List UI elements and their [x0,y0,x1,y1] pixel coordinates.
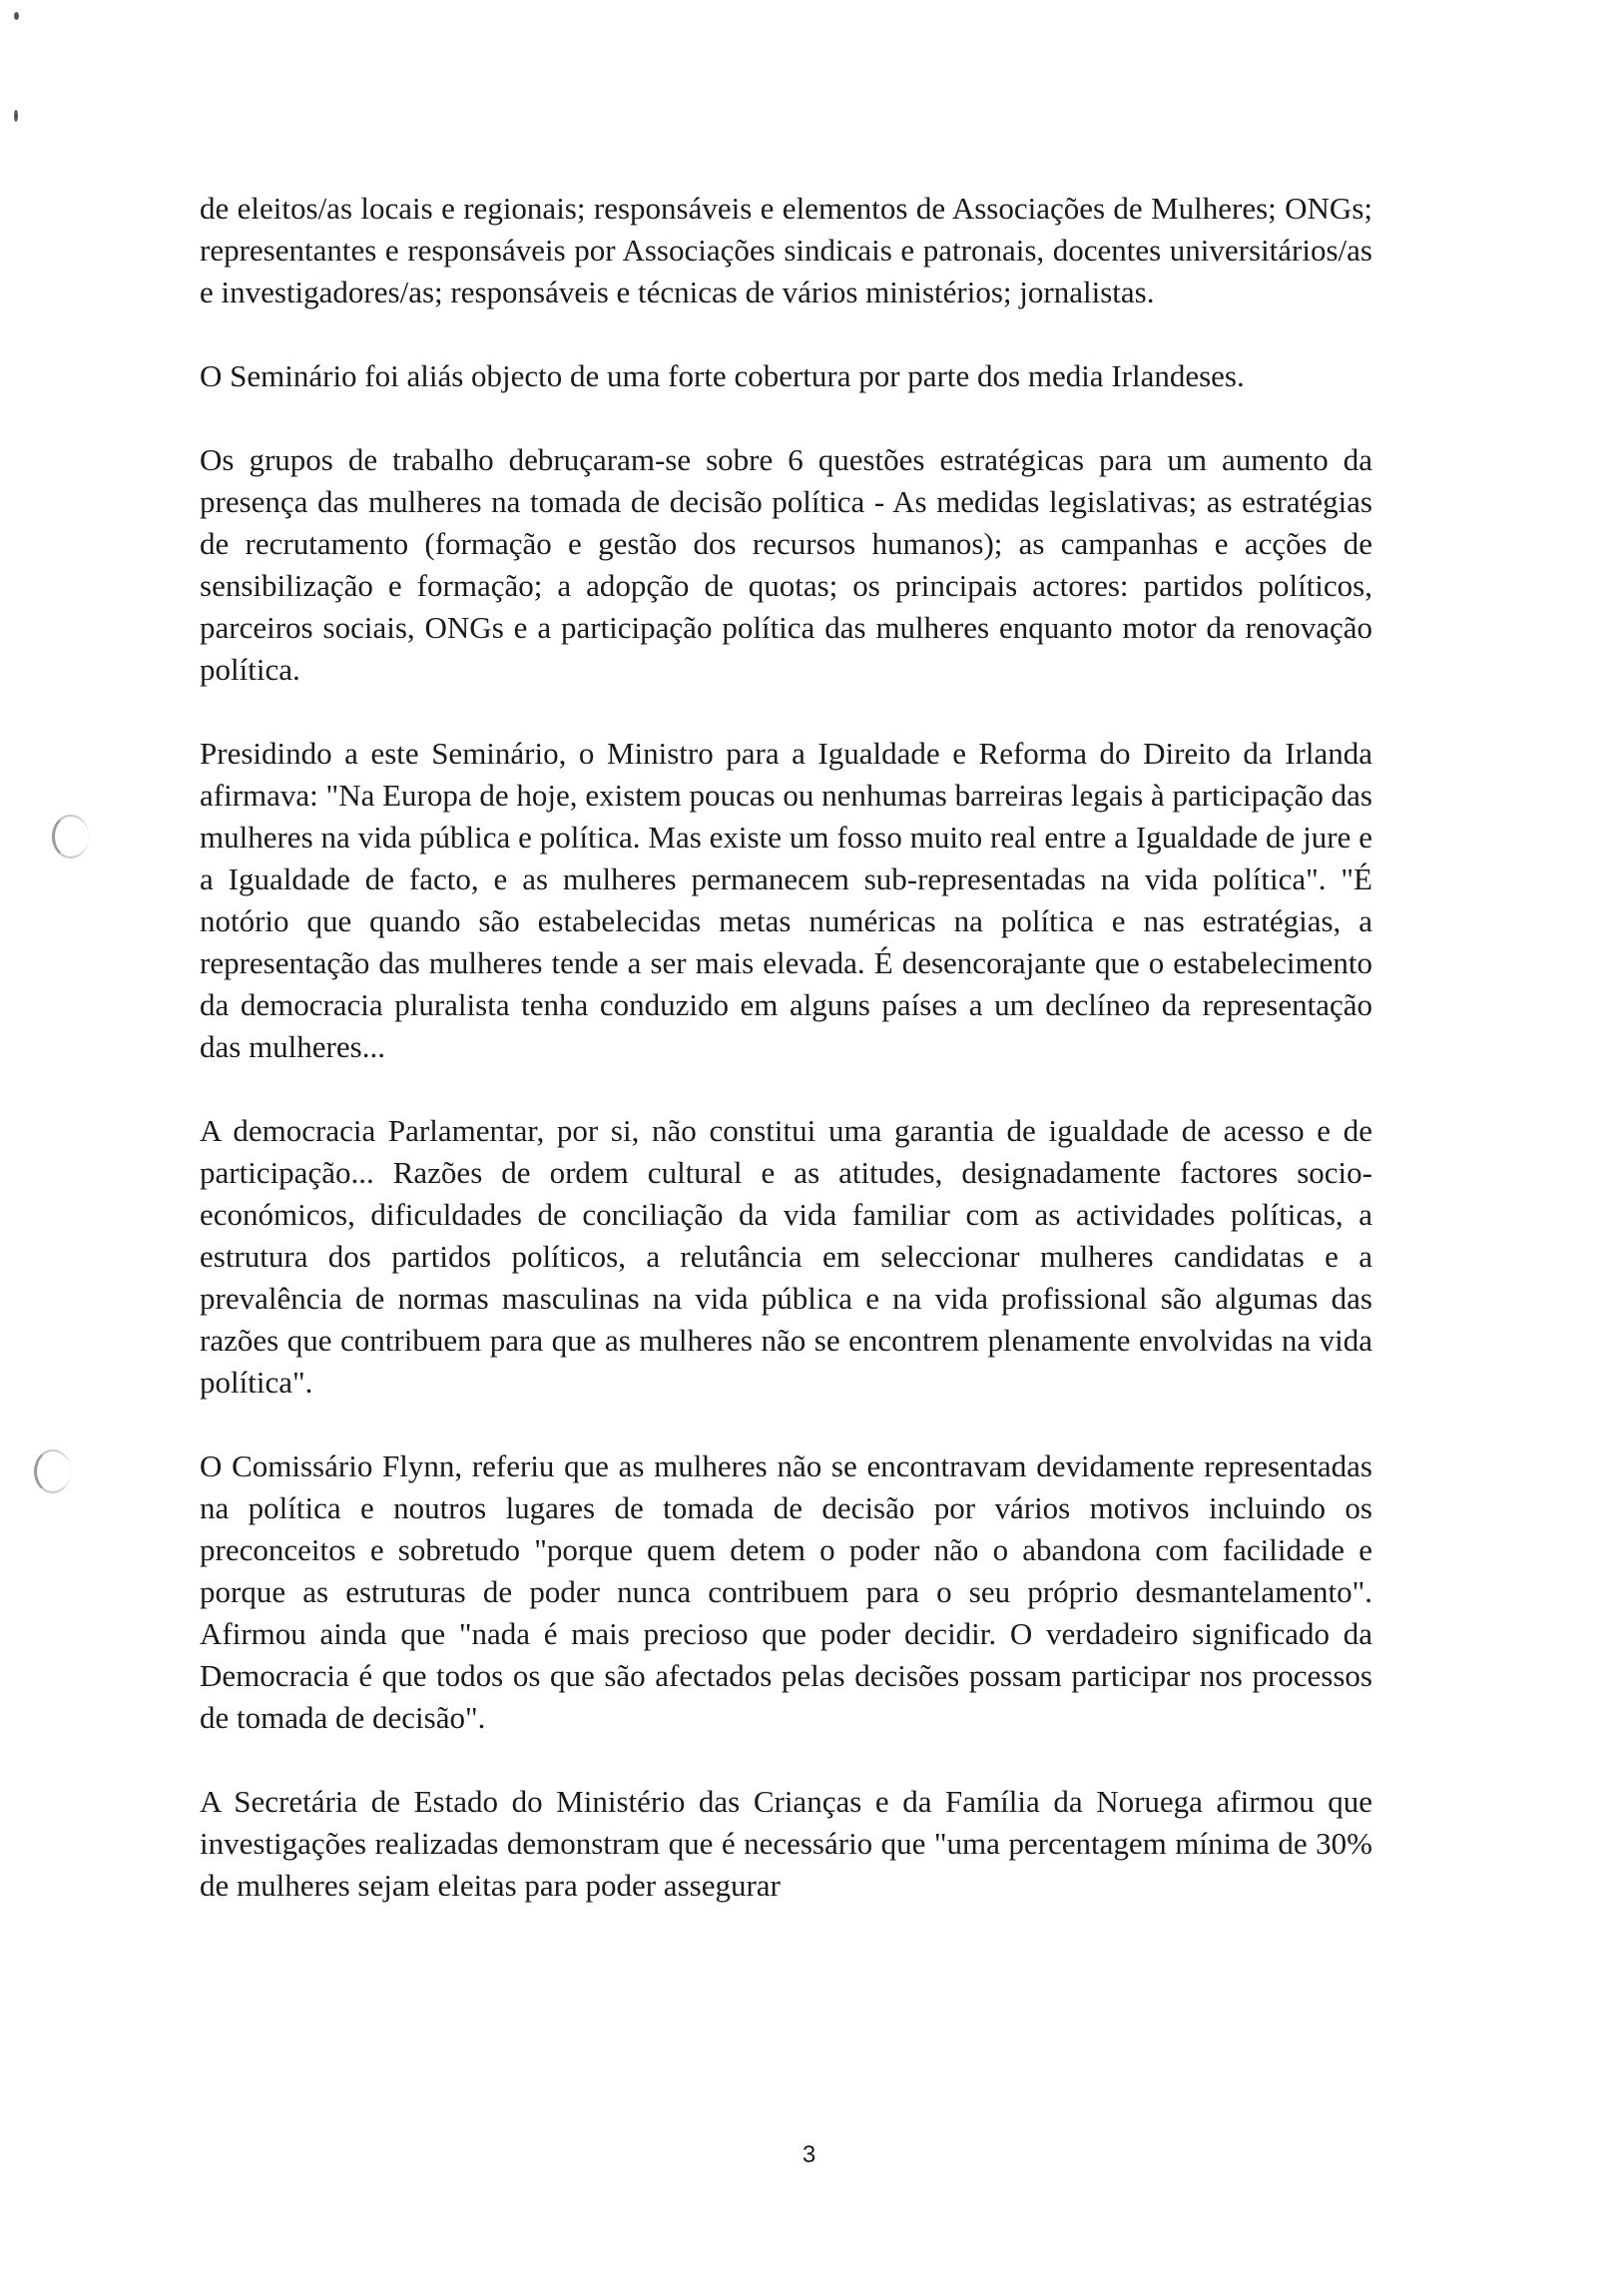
paragraph-3: Os grupos de trabalho debruçaram-se sobre 6 questões estratégicas para um aumento da presença das mulheres na tomada de decisão política - As medidas legislativas; as estratégias de recrutamento (formação e gestão dos recursos humanos); as campanhas e acções de sensibilização e formação; a adopção de quotas; os principais actores: partidos políticos, parceiros sociais, ONGs e a participação política das mulheres enquanto motor da renovação política. [200,442,1372,687]
paragraph-1: de eleitos/as locais e regionais; responsáveis e elementos de Associações de Mulheres; ONGs; representantes e responsáveis por Associações sindicais e patronais, docentes universitários/as e investigadores/as; responsáveis e técnicas de vários ministérios; jornalistas. [200,191,1372,309]
body-text [200,188,1372,1949]
scan-mark [14,110,18,122]
paragraph-6: O Comissário Flynn, referiu que as mulheres não se encontravam devidamente representadas na política e noutros lugares de tomada de decisão por vários motivos incluindo os preconceitos e sobretudo "porque quem detem o poder não o abandona com facilidade e porque as estruturas de poder nunca contribuem para o seu próprio desmantelamento". Afirmou ainda que "nada é mais precioso que poder decidir. O verdadeiro significado da Democracia é que todos os que são afectados pelas decisões possam participar nos processos de tomada de decisão". [200,1448,1372,1735]
paragraph-2: O Seminário foi aliás objecto de uma forte cobertura por parte dos media Irlandeses. [200,358,1245,393]
paragraph-7: A Secretária de Estado do Ministério das Crianças e da Família da Noruega afirmou que investigações realizadas demonstram que é necessário que "uma percentagem mínima de 30% de mulheres sejam eleitas para poder assegurar [200,1784,1372,1903]
punch-hole [52,815,89,859]
paragraph-4: Presidindo a este Seminário, o Ministro para a Igualdade e Reforma do Direito da Irlanda afirmava: "Na Europa de hoje, existem poucas ou nenhumas barreiras legais à participação das mulheres na vida pública e política. Mas existe um fosso muito real entre a Igualdade de jure e a Igualdade de facto, e as mulheres permanecem sub-representadas na vida política". "É notório que quando são estabelecidas metas numéricas na política e nas estratégias, a representação das mulheres tende a ser mais elevada. É desencorajante que o estabelecimento da democracia pluralista tenha conduzido em alguns países a um declíneo da representação das mulheres... [200,736,1372,1064]
punch-hole [34,1449,71,1493]
page-number: 3 [802,2141,816,2168]
paragraph-5: A democracia Parlamentar, por si, não constitui uma garantia de igualdade de acesso e de participação... Razões de ordem cultural e as atitudes, designadamente factores socio-económicos, dificuldades de conciliação da vida familiar com as actividades políticas, a estrutura dos partidos políticos, a relutância em seleccionar mulheres candidatas e a prevalência de normas masculinas na vida pública e na vida profissional são algumas das razões que contribuem para que as mulheres não se encontrem plenamente envolvidas na vida política". [200,1113,1372,1400]
scan-mark [14,12,19,20]
